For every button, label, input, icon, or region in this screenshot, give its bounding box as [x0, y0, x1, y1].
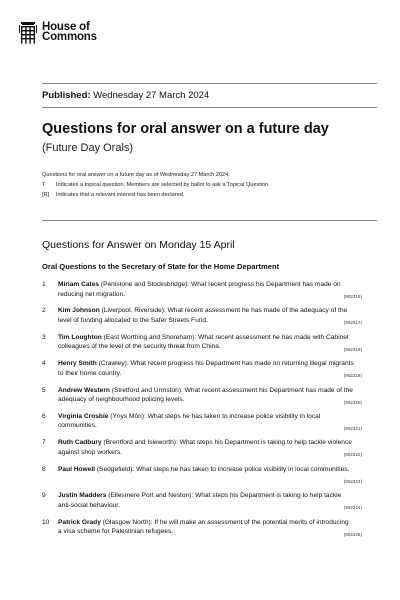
published-date: Wednesday 27 March 2024	[93, 90, 210, 101]
question-text: What steps his Department is taking to help tackle violence against shop workers.	[58, 439, 352, 456]
constituency: (Penistone and Stocksbridge):	[99, 281, 190, 288]
constituency: (Glasgow North):	[100, 518, 153, 526]
question-number: 1	[42, 281, 46, 288]
member-name: Ruth Cadbury	[58, 439, 102, 447]
question-body	[58, 386, 354, 405]
question-body	[58, 438, 354, 457]
question-number: 2	[42, 307, 46, 315]
member-name: Justin Madders	[58, 492, 107, 500]
member-name: Henry Smith	[58, 360, 97, 368]
question-item	[42, 491, 362, 517]
question-text: What recent progress his Department has made on reducing net migration.	[58, 281, 341, 298]
divider-below-published	[42, 107, 377, 108]
note-text: Indicates a topical question. Members are selected by ballot to ask a Topical Question.	[56, 182, 270, 188]
constituency: (Liverpool, Riverside):	[99, 307, 166, 315]
member-name: Miriam Cates	[58, 281, 100, 288]
question-body	[58, 280, 354, 299]
member-name: Virginia Crosbie	[58, 412, 109, 420]
published-line	[42, 90, 209, 101]
member-name: Patrick Grady	[58, 518, 101, 526]
member-name: Tim Loughton	[58, 333, 102, 341]
question-item	[42, 412, 362, 438]
question-item	[42, 386, 362, 412]
question-body	[58, 359, 354, 378]
constituency: (Ellesmere Port and Neston):	[106, 492, 194, 500]
question-number: 10	[42, 518, 50, 526]
divider-top	[42, 83, 377, 84]
question-item	[42, 359, 362, 385]
question-item	[42, 465, 362, 491]
note-key: [R]	[42, 192, 50, 198]
question-text: What steps he has taken to increase police visibility in local communities.	[58, 412, 321, 430]
note-key: T	[42, 182, 46, 188]
question-body	[58, 491, 354, 510]
member-name: Paul Howell	[58, 465, 96, 473]
question-body	[58, 306, 354, 325]
question-ref: (902319)	[343, 373, 362, 379]
member-name: Kim Johnson	[58, 307, 100, 315]
question-ref: (902324)	[343, 505, 362, 511]
question-ref: (902318)	[343, 346, 362, 352]
constituency: (Crawley):	[96, 360, 129, 368]
member-name: Andrew Western	[58, 386, 110, 394]
house-of-commons-logo	[18, 22, 97, 44]
question-ref: (902316)	[343, 294, 362, 299]
intro-notes	[42, 170, 270, 200]
question-ref: (902322)	[343, 452, 362, 458]
constituency: (Sedgefield):	[95, 465, 135, 473]
question-number: 8	[42, 465, 46, 473]
intro-text: Questions for oral answer on a future day as of Wednesday 27 March 2024.	[42, 172, 230, 178]
intro-line	[42, 170, 270, 180]
question-number: 5	[42, 386, 46, 394]
questions-list	[42, 280, 362, 544]
question-number: 7	[42, 439, 46, 447]
published-label: Published:	[42, 90, 91, 101]
question-item	[42, 280, 362, 306]
constituency: (Stretford and Urmston):	[109, 386, 183, 394]
divider-below-intro	[42, 220, 377, 221]
portcullis-icon	[18, 22, 38, 44]
constituency: (East Worthing and Shoreham):	[101, 333, 197, 341]
question-number: 9	[42, 492, 46, 500]
question-text: What recent progress his Department has made on returning illegal migrants to their home country.	[58, 360, 354, 377]
note-topical	[42, 180, 270, 190]
question-ref: (902321)	[343, 425, 362, 431]
question-body	[58, 465, 354, 475]
question-ref: (902317)	[343, 320, 362, 326]
question-body	[58, 412, 354, 431]
logo-line-1: House of	[42, 21, 90, 33]
question-body	[58, 518, 354, 537]
question-text: What recent assessment his Department has made of the adequacy of neighbourhood policing levels.	[58, 386, 353, 404]
question-number: 3	[42, 333, 46, 341]
question-text: What recent assessment he has made with Cabinet colleagues of the level of the security threat from China.	[58, 333, 349, 351]
question-ref: (902323)	[343, 478, 362, 484]
document-subtitle: (Future Day Orals)	[42, 142, 134, 154]
question-text: What recent assessment he has made of the adequacy of the level of funding allocated to the Safer Streets Fund.	[58, 307, 348, 324]
question-ref: (902325)	[343, 531, 362, 537]
question-text: What steps his Department is taking to help tackle anti-social behaviour.	[58, 492, 342, 509]
question-number: 6	[42, 412, 46, 420]
document-title: Questions for oral answer on a future day	[42, 121, 329, 137]
constituency: (Brentford and Isleworth):	[101, 439, 178, 447]
question-ref: (902320)	[343, 399, 362, 405]
question-text: What steps he has taken to increase police visibility in local communities.	[134, 465, 350, 473]
constituency: (Ynys Môn):	[108, 412, 146, 420]
note-text: Indicates that a relevant interest has been declared.	[56, 192, 185, 198]
question-item	[42, 306, 362, 332]
question-number: 4	[42, 360, 46, 368]
question-body	[58, 333, 354, 352]
question-item	[42, 438, 362, 464]
question-text: If he will make an assessment of the potential merits of introducing a visa scheme for Palestinian refugees.	[58, 518, 349, 536]
section-heading: Questions for Answer on Monday 15 April	[42, 239, 235, 251]
logo-wordmark	[42, 22, 97, 42]
logo-line-2: Commons	[42, 31, 97, 43]
question-item	[42, 333, 362, 359]
question-item	[42, 518, 362, 544]
department-heading: Oral Questions to the Secretary of State for the Home Department	[42, 262, 280, 271]
note-interest	[42, 190, 270, 200]
